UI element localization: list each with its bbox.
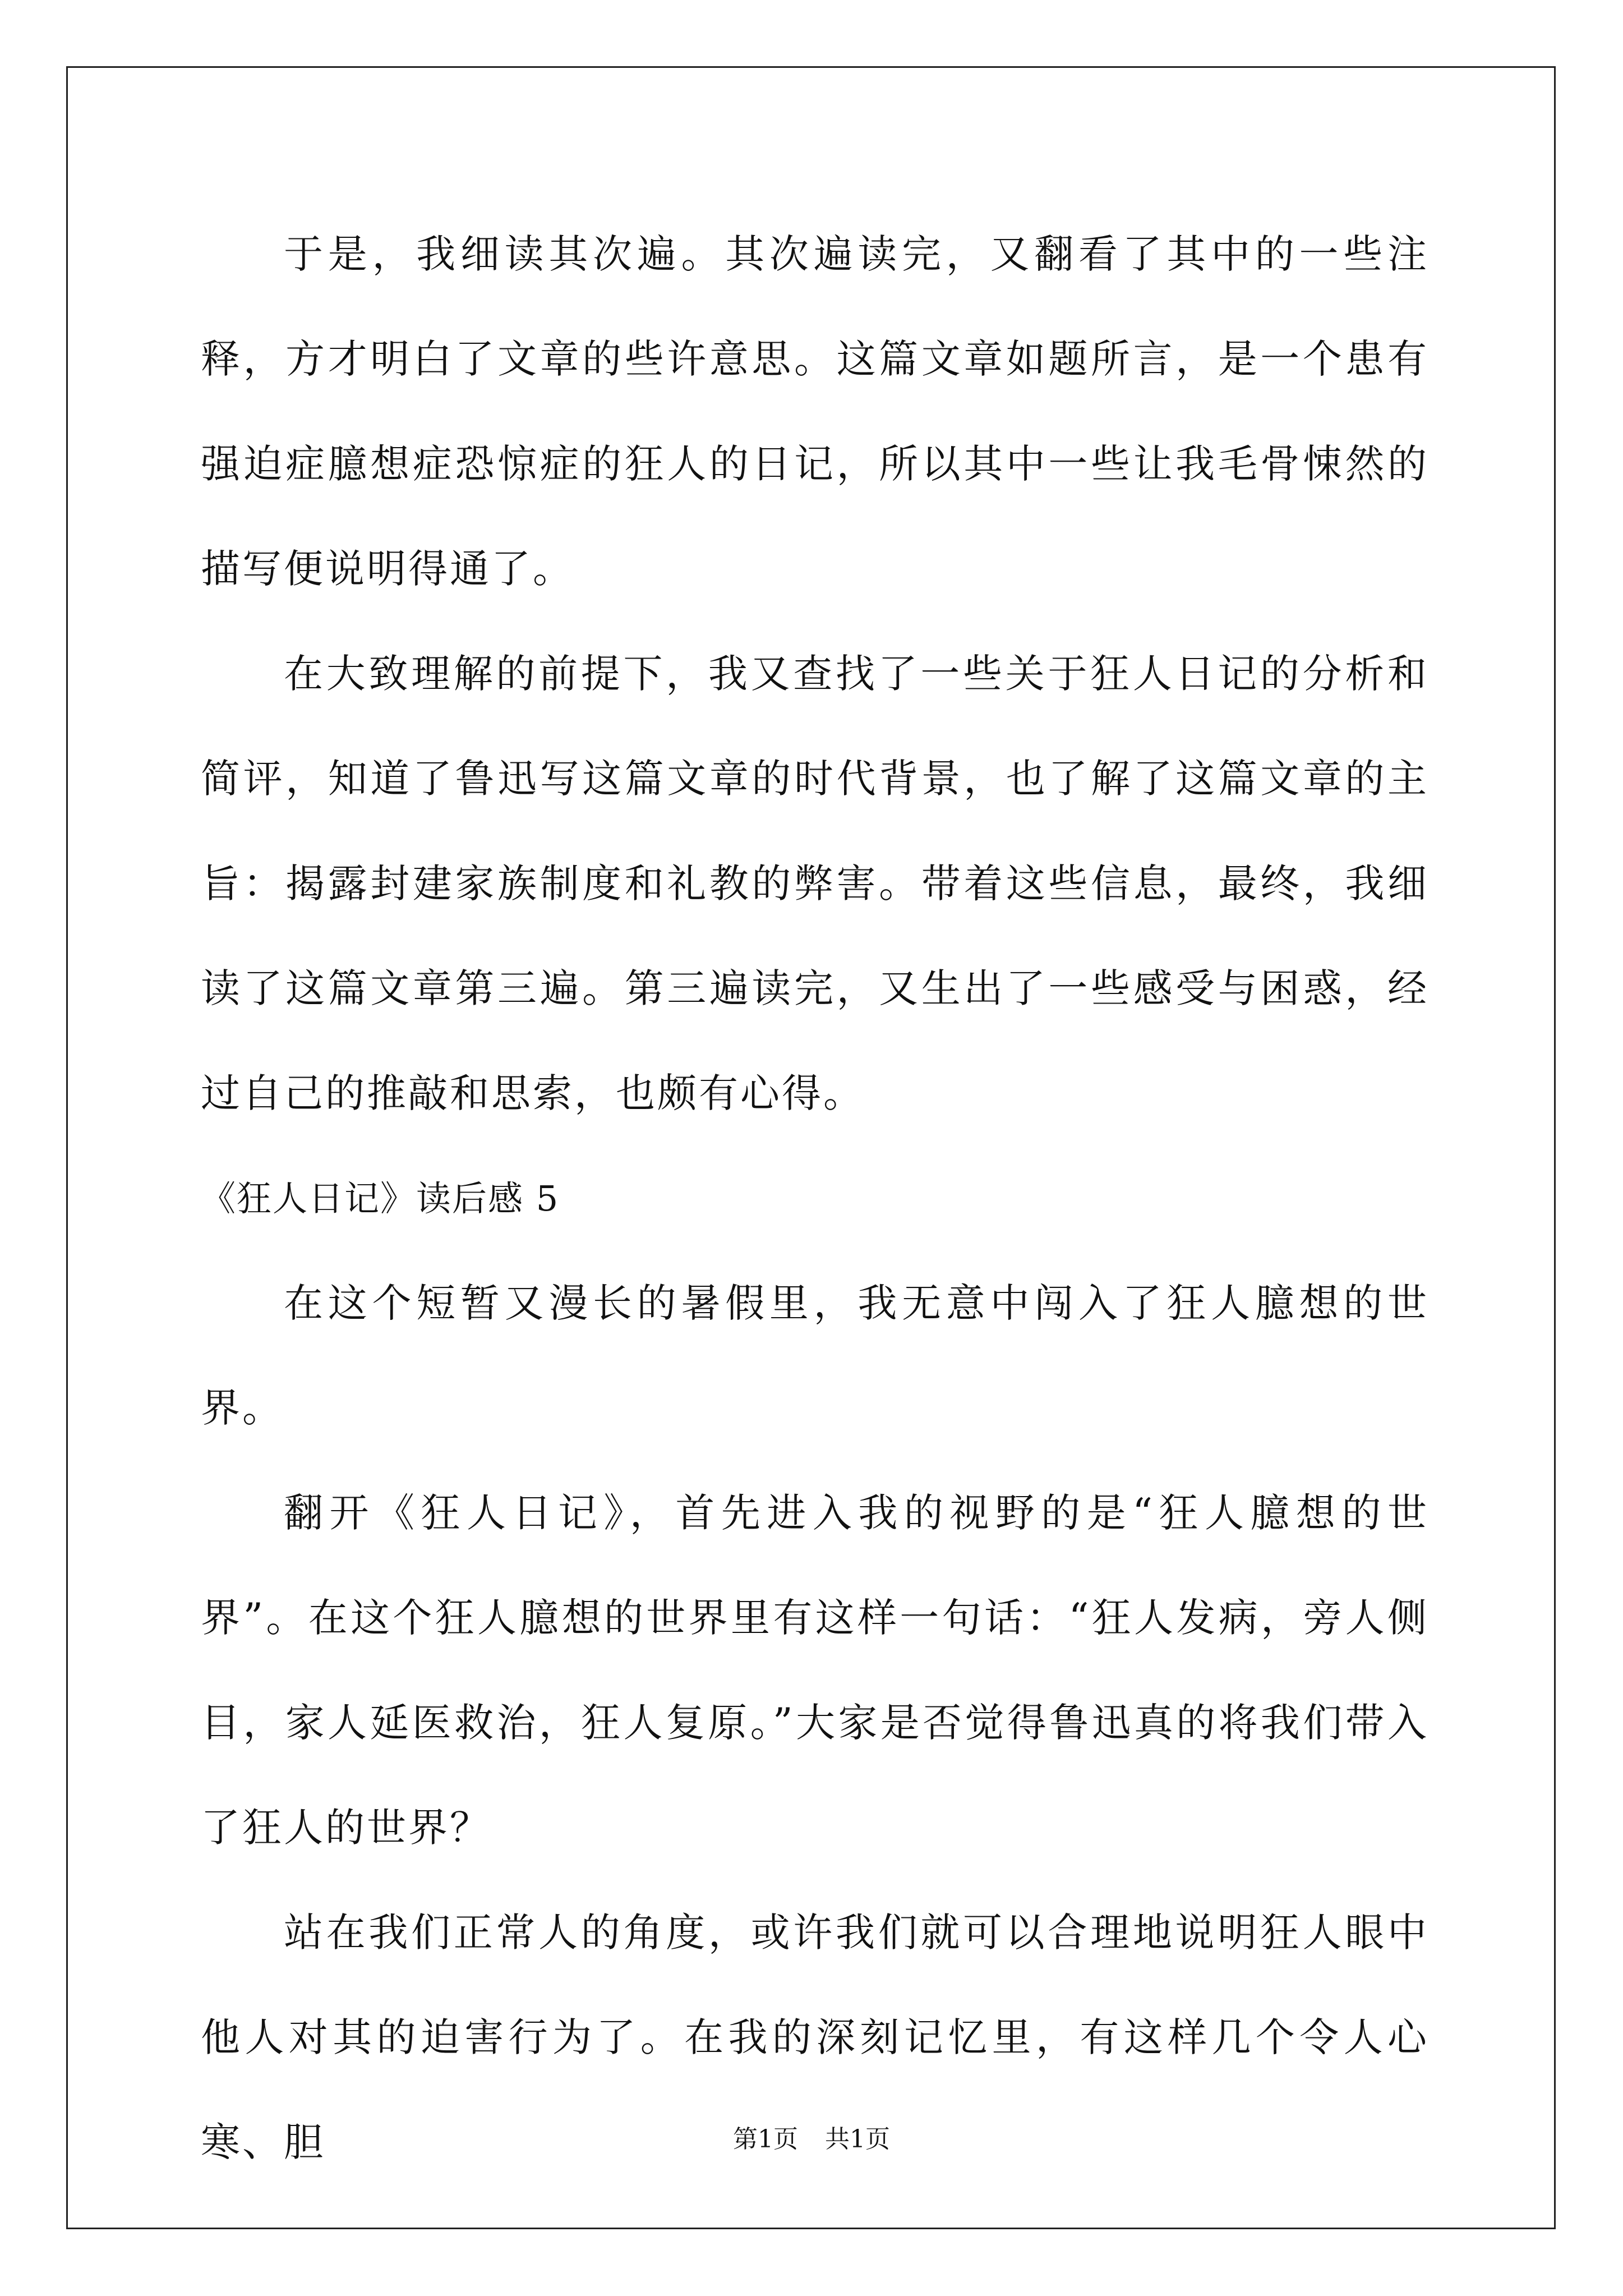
- paragraph: 翻开《狂人日记》，首先进入我的视野的是“狂人臆想的世界”。在这个狂人臆想的世界里有这样一句话：“狂人发病，旁人侧目，家人延医救治，狂人复原。”大家是否觉得鲁迅真的将我们带入了狂人的世界？: [201, 1490, 1429, 1851]
- page-total: 共1页: [825, 2125, 890, 2154]
- paragraph: 在这个短暂又漫长的暑假里，我无意中闯入了狂人臆想的世界。: [201, 1280, 1429, 1431]
- page-footer: [0, 2123, 1623, 2156]
- paragraph: 在大致理解的前提下，我又查找了一些关于狂人日记的分析和简评，知道了鲁迅写这篇文章的时代背景，也了解了这篇文章的主旨：揭露封建家族制度和礼教的弊害。带着这些信息，最终，我细读了这篇文章第三遍。第三遍读完，又生出了一些感受与困惑，经过自己的推敲和思索，也颇有心得。: [201, 651, 1429, 1116]
- page-number: 第1页: [733, 2125, 798, 2154]
- paragraph: 于是，我细读其次遍。其次遍读完，又翻看了其中的一些注释，方才明白了文章的些许意思。这篇文章如题所言，是一个患有强迫症臆想症恐惊症的狂人的日记，所以其中一些让我毛骨悚然的描写便说明得通了。: [201, 231, 1429, 592]
- section-heading: 《狂人日记》读后感 5: [201, 1178, 560, 1219]
- paragraph: 站在我们正常人的角度，或许我们就可以合理地说明狂人眼中他人对其的迫害行为了。在我的深刻记忆里，有这样几个令人心寒、胆: [201, 1910, 1429, 2165]
- document-body: [201, 202, 1429, 2195]
